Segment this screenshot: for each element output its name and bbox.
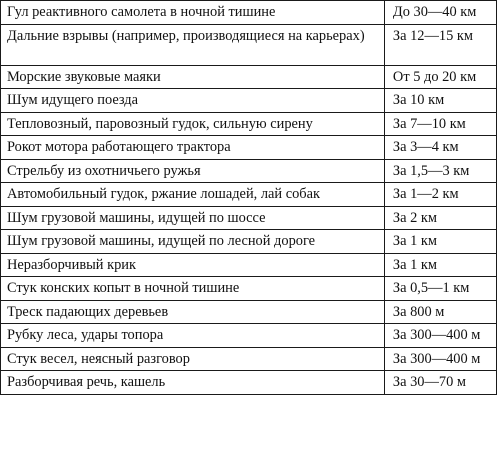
sound-source-cell: Стрельбу из охотничьего ружья xyxy=(1,159,385,183)
audible-distance-cell: За 1 км xyxy=(384,253,496,277)
audible-distance-cell: За 3—4 км xyxy=(384,136,496,160)
audible-distance-cell: За 1,5—3 км xyxy=(384,159,496,183)
audible-distance-cell: За 7—10 км xyxy=(384,112,496,136)
sound-source-cell: Разборчивая речь, кашель xyxy=(1,371,385,395)
audible-distance-cell: За 2 км xyxy=(384,206,496,230)
table-row xyxy=(1,253,497,277)
audible-distance-cell: За 800 м xyxy=(384,300,496,324)
audible-distance-cell: За 10 км xyxy=(384,89,496,113)
audible-distance-cell: За 300—400 м xyxy=(384,324,496,348)
audible-distance-cell: За 12—15 км xyxy=(384,24,496,65)
table-row xyxy=(1,89,497,113)
sound-source-cell: Треск падающих деревьев xyxy=(1,300,385,324)
sound-source-cell: Тепловозный, паровозный гудок, сильную сирену xyxy=(1,112,385,136)
audible-distance-cell: За 1 км xyxy=(384,230,496,254)
table-row xyxy=(1,300,497,324)
sound-source-cell: Шум грузовой машины, идущей по шоссе xyxy=(1,206,385,230)
sound-source-cell: Гул реактивного самолета в ночной тишине xyxy=(1,1,385,25)
sound-source-cell: Дальние взрывы (например, производящиеся на карьерах) xyxy=(1,24,385,65)
table-row xyxy=(1,24,497,65)
table-row xyxy=(1,371,497,395)
table-row xyxy=(1,230,497,254)
audible-distance-cell: От 5 до 20 км xyxy=(384,65,496,89)
table-row xyxy=(1,159,497,183)
table-row xyxy=(1,112,497,136)
audible-distance-cell: За 1—2 км xyxy=(384,183,496,207)
sound-source-cell: Рубку леса, удары топора xyxy=(1,324,385,348)
table-row xyxy=(1,183,497,207)
sound-source-cell: Шум идущего поезда xyxy=(1,89,385,113)
table-row xyxy=(1,1,497,25)
sound-source-cell: Шум грузовой машины, идущей по лесной дороге xyxy=(1,230,385,254)
sound-source-cell: Стук конских копыт в ночной тишине xyxy=(1,277,385,301)
audible-distance-cell: За 300—400 м xyxy=(384,347,496,371)
audible-distance-cell: За 30—70 м xyxy=(384,371,496,395)
audible-distance-cell: До 30—40 км xyxy=(384,1,496,25)
table-body xyxy=(1,1,497,395)
sound-source-cell: Неразборчивый крик xyxy=(1,253,385,277)
table-row xyxy=(1,347,497,371)
table-row xyxy=(1,324,497,348)
table-row xyxy=(1,136,497,160)
table-row xyxy=(1,65,497,89)
sound-source-cell: Рокот мотора работающего трактора xyxy=(1,136,385,160)
table-row xyxy=(1,206,497,230)
sound-source-cell: Морские звуковые маяки xyxy=(1,65,385,89)
sound-source-cell: Стук весел, неясный разговор xyxy=(1,347,385,371)
table-row xyxy=(1,277,497,301)
sound-source-cell: Автомобильный гудок, ржание лошадей, лай собак xyxy=(1,183,385,207)
audible-distance-cell: За 0,5—1 км xyxy=(384,277,496,301)
